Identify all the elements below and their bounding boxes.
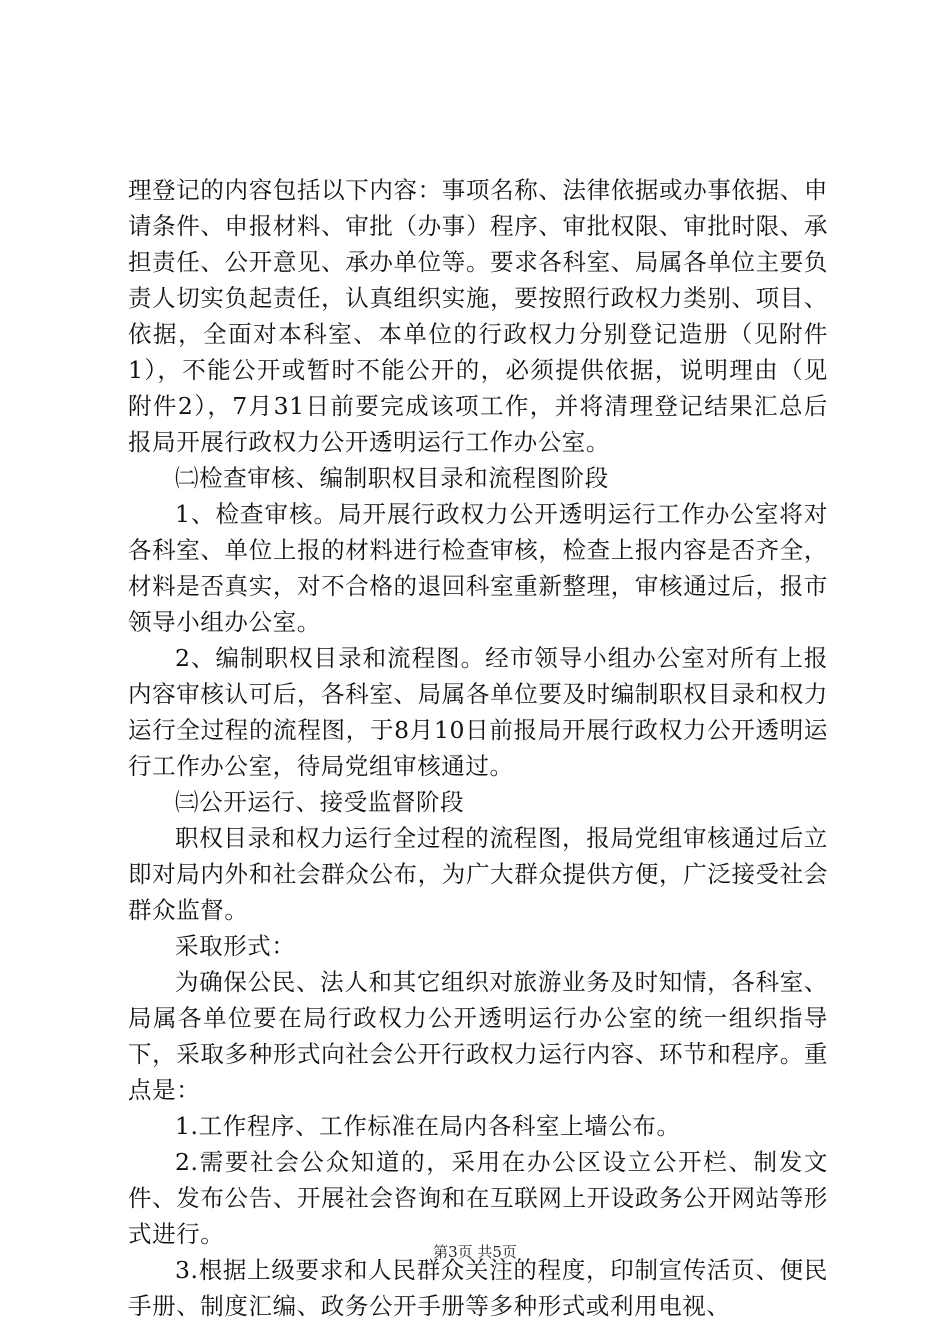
document-body xyxy=(128,172,828,1324)
list-item-1: 1.工作程序、工作标准在局内各科室上墙公布。 xyxy=(175,1112,681,1140)
paragraph-check-review: 1、检查审核。局开展行政权力公开透明运行工作办公室将对各科室、单位上报的材料进行检查审核，检查上报内容是否齐全，材料是否真实，对不合格的退回科室重新整理，审核通过后，报市领导小组办公室。 xyxy=(128,500,828,636)
list-item-2: 2.需要社会公众知道的，采用在办公区设立公开栏、制发文件、发布公告、开展社会咨询和在互联网上开设政务公开网站等形式进行。 xyxy=(128,1148,828,1248)
page-footer xyxy=(0,1242,950,1262)
list-item-3: 3.根据上级要求和人民群众关注的程度，印制宣传活页、便民手册、制度汇编、政务公开手册等多种形式或利用电视、 xyxy=(128,1256,828,1320)
paragraph-registration-content: 理登记的内容包括以下内容：事项名称、法律依据或办事依据、申请条件、申报材料、审批（办事）程序、审批权限、审批时限、承担责任、公开意见、承办单位等。要求各科室、局属各单位主要负责人切实负起责任，认真组织实施，要按照行政权力类别、项目、依据，全面对本科室、本单位的行政权力分别登记造册（见附件1），不能公开或暂时不能公开的，必须提供依据，说明理由（见附件2），7月31日前要完成该项工作，并将清理登记结果汇总后报局开展行政权力公开透明运行工作办公室。 xyxy=(128,176,828,456)
heading-section-2: ㈡检查审核、编制职权目录和流程图阶段 xyxy=(175,464,609,492)
paragraph-forms-label: 采取形式： xyxy=(175,932,296,960)
paragraph-ensure-awareness: 为确保公民、法人和其它组织对旅游业务及时知情，各科室、局属各单位要在局行政权力公开透明运行办公室的统一组织指导下，采取多种形式向社会公开行政权力运行内容、环节和程序。重点是： xyxy=(128,968,828,1104)
heading-section-3: ㈢公开运行、接受监督阶段 xyxy=(175,788,465,816)
page-number: 第3页 共5页 xyxy=(433,1243,517,1261)
paragraph-compile-catalog: 2、编制职权目录和流程图。经市领导小组办公室对所有上报内容审核认可后，各科室、局属各单位要及时编制职权目录和权力运行全过程的流程图，于8月10日前报局开展行政权力公开透明运行工作办公室，待局党组审核通过。 xyxy=(128,644,828,780)
paragraph-public-announcement: 职权目录和权力运行全过程的流程图，报局党组审核通过后立即对局内外和社会群众公布，为广大群众提供方便，广泛接受社会群众监督。 xyxy=(128,824,828,924)
